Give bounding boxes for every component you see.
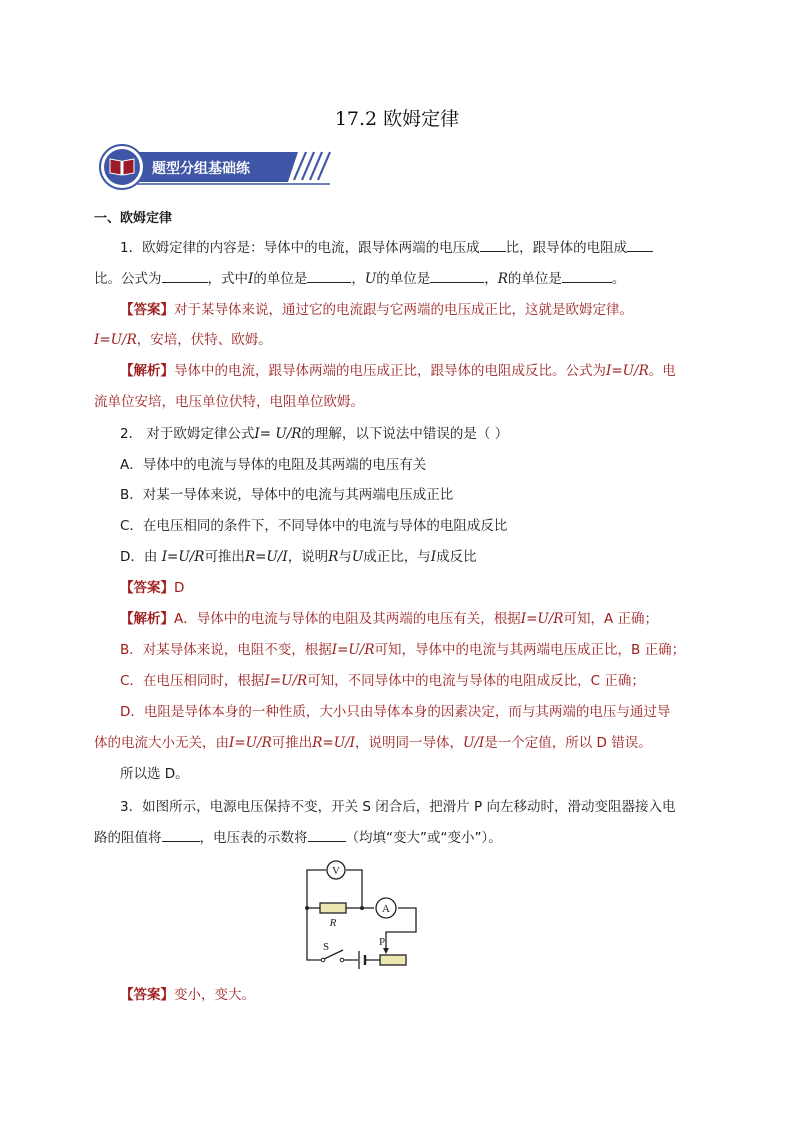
q2-explanation-a: 【解析】A．导体中的电流与导体的电阻及其两端的电压有关，根据I=U/R可知，A 正确； <box>120 611 659 627</box>
q1-line1: 1．欧姆定律的内容是：导体中的电流，跟导体两端的电压成 比，跟导体的电阻成 <box>120 239 653 257</box>
page-title: 17.2 欧姆定律 <box>334 108 460 130</box>
q3-answer: 【答案】变小，变大。 <box>120 987 255 1003</box>
q2-option-a: A．导体中的电流与导体的电阻及其两端的电压有关 <box>120 457 427 473</box>
q1-explanation: 【解析】导体中的电流，跟导体两端的电压成正比，跟导体的电阻成反比。公式为I=U/R。电 <box>120 363 676 379</box>
circuit-diagram <box>298 860 422 970</box>
q1-answer-cont: I=U/R，安培，伏特、欧姆。 <box>94 332 272 348</box>
rheostat-icon <box>379 936 406 965</box>
ammeter-icon <box>376 898 396 918</box>
q3-stem: 3．如图所示，电源电压保持不变，开关 S 闭合后，把滑片 P 向左移动时，滑动变阻器接入电 <box>120 799 676 815</box>
q2-explanation-b: B．对某导体来说，电阻不变，根据I=U/R可知，导体中的电流与其两端电压成正比，B 正确； <box>120 642 686 658</box>
q1-line2: 比。公式为 ，式中I的单位是 ，U的单位是 ，R的单位是 。 <box>94 271 626 287</box>
book-icon <box>110 159 134 175</box>
q2-explanation-d-cont: 体的电流大小无关，由I=U/R可推出R=U/I，说明同一导体，U/I是一个定值，所以 D 错误。 <box>94 735 652 751</box>
q1-explanation-cont: 流单位安培，电压单位伏特，电阻单位欧姆。 <box>94 394 364 410</box>
svg-text:A: A <box>382 903 390 915</box>
q2-stem: 2． 对于欧姆定律公式I= U/R的理解，以下说法中错误的是（ ） <box>120 426 509 442</box>
q3-stem-cont: 路的阻值将 ，电压表的示数将 （均填“变大”或“变小”）。 <box>94 830 502 846</box>
resistor-icon <box>320 903 346 929</box>
q2-conclusion: 所以选 D。 <box>120 766 189 782</box>
q2-option-d: D．由 I=U/R可推出R=U/I，说明R与U成正比，与I成反比 <box>120 549 477 565</box>
q2-option-b: B．对某一导体来说，导体中的电流与其两端电压成正比 <box>120 487 454 503</box>
q2-explanation-c: C．在电压相同时，根据I=U/R可知，不同导体中的电流与导体的电阻成反比，C 正确； <box>120 673 645 689</box>
q2-answer: 【答案】D <box>120 580 185 596</box>
q2-option-c: C．在电压相同的条件下，不同导体中的电流与导体的电阻成反比 <box>120 518 508 534</box>
q1-answer: 【答案】对于某导体来说，通过它的电流跟与它两端的电压成正比，这就是欧姆定律。 <box>120 302 633 318</box>
banner-title: 题型分组基础练 <box>152 161 250 177</box>
section-heading: 一、欧姆定律 <box>94 211 173 226</box>
voltmeter-icon <box>327 861 345 879</box>
svg-text:P: P <box>378 936 386 948</box>
switch-label: S <box>322 941 330 953</box>
svg-text:V: V <box>332 865 340 877</box>
q2-explanation-d: D．电阻是导体本身的一种性质，大小只由导体本身的因素决定，而与其两端的电压与通过导 <box>120 704 671 720</box>
svg-text:R: R <box>329 917 337 929</box>
